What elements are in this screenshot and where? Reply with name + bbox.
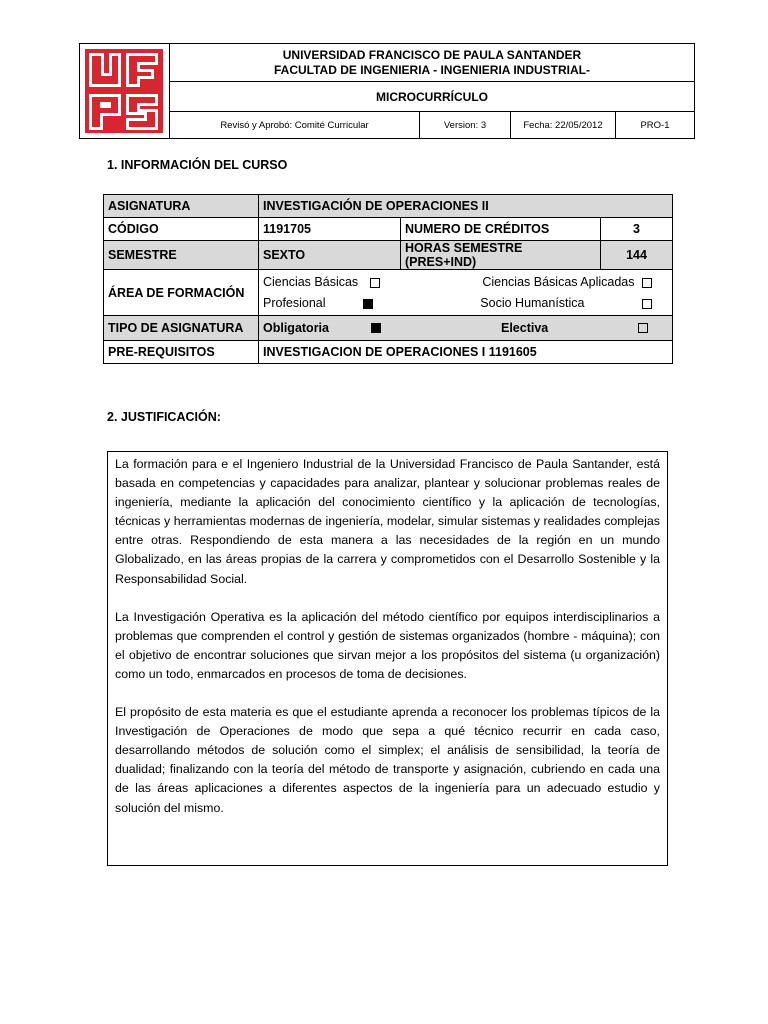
option-ciencias-basicas <box>263 275 380 289</box>
justification-paragraph-2: La Investigación Operativa es la aplicación del método científico por equipos interdisciplinarios a problemas que comprenden el control y gestión de sistemas organizados (hombre - máquina); con el objetivo de encontrar soluciones que sirvan mejor a los propósitos del sistema (u organización) como un todo, enmarcados en procesos de toma de decisiones. <box>115 609 660 681</box>
prereq-value: INVESTIGACION DE OPERACIONES I 1191605 <box>259 341 673 364</box>
socio-humanistica-label: Socio Humanística <box>480 296 585 310</box>
ufps-logo <box>80 44 168 138</box>
tipo-options <box>259 316 673 341</box>
option-socio-humanistica <box>480 296 652 310</box>
creditos-value: 3 <box>601 218 673 241</box>
option-ciencias-basicas-aplicadas <box>482 275 652 289</box>
asignatura-value: INVESTIGACIÓN DE OPERACIONES II <box>259 195 673 218</box>
semestre-value: SEXTO <box>259 241 401 270</box>
option-profesional <box>263 296 373 310</box>
justification-paragraph-3: El propósito de esta materia es que el estudiante aprenda a reconocer los problemas típicos de la Investigación de Operaciones de modo que sepa a qué técnico recurrir en cada caso, desarrollando métodos de solución como el simplex; el análisis de sensibilidad, la teoría de dualidad; finalizando con la teoría del método de transporte y asignación, cubriendo en cada una de las áreas aplicaciones a diferentes aspectos de la ingeniería para un adecuado estudio y solución del mismo. <box>115 705 660 815</box>
table-row <box>104 341 673 364</box>
codigo-label: CÓDIGO <box>104 218 259 241</box>
document-title: MICROCURRÍCULO <box>376 89 488 104</box>
justification-box <box>107 451 668 866</box>
profesional-checkbox[interactable] <box>363 299 373 309</box>
faculty-name: FACULTAD DE INGENIERIA - INGENIERIA INDUSTRIAL- <box>274 62 590 77</box>
profesional-label: Profesional <box>263 296 326 310</box>
electiva-checkbox[interactable] <box>638 323 648 333</box>
header-title-row <box>170 44 694 82</box>
socio-humanistica-checkbox[interactable] <box>642 299 652 309</box>
document-header <box>79 43 695 139</box>
codigo-value: 1191705 <box>259 218 401 241</box>
area-label: ÁREA DE FORMACIÓN <box>104 270 259 316</box>
version: Version: 3 <box>420 112 511 138</box>
justification-paragraph-1: La formación para e el Ingeniero Industrial de la Universidad Francisco de Paula Santander, está basada en competencias y capacidades para analizar, plantear y solucionar problemas reales de ingeniería, mediante la aplicación del conocimiento científico y la aplicación de tecnologías, técnicas y herramientas modernas de ingeniería, modelar, simular sistemas y realidades complejas entre otras. Respondiendo de esta manera a las necesidades de la región en un mundo Globalizado, en las áreas propias de la carrera y comprometidos con el Desarrollo Sostenible y la Responsabilidad Social. <box>115 457 660 586</box>
date: Fecha: 22/05/2012 <box>511 112 616 138</box>
prereq-label: PRE-REQUISITOS <box>104 341 259 364</box>
ciencias-basicas-aplicadas-label: Ciencias Básicas Aplicadas <box>482 275 635 289</box>
ciencias-basicas-label: Ciencias Básicas <box>263 275 359 289</box>
obligatoria-label: Obligatoria <box>263 321 329 335</box>
table-row <box>104 316 673 341</box>
document-code: PRO-1 <box>640 119 670 131</box>
logo-cell <box>80 44 170 138</box>
ciencias-basicas-checkbox[interactable] <box>370 278 380 288</box>
university-name: UNIVERSIDAD FRANCISCO DE PAULA SANTANDER <box>282 47 582 62</box>
ciencias-basicas-aplicadas-checkbox[interactable] <box>642 278 652 288</box>
horas-value: 144 <box>601 241 673 270</box>
header-doc-title-row <box>170 82 694 112</box>
table-row <box>104 241 673 270</box>
horas-label: HORAS SEMESTRE (PRES+IND) <box>401 241 601 270</box>
course-info-table <box>103 194 673 364</box>
tipo-label: TIPO DE ASIGNATURA <box>104 316 259 341</box>
semestre-label: SEMESTRE <box>104 241 259 270</box>
reviewed-by: Revisó y Aprobó: Comité Curricular <box>170 112 420 138</box>
table-row <box>104 270 673 316</box>
obligatoria-checkbox[interactable] <box>371 323 381 333</box>
section-2-title: 2. JUSTIFICACIÓN: <box>107 410 221 424</box>
table-row <box>104 195 673 218</box>
table-row <box>104 218 673 241</box>
header-meta-row <box>170 112 694 138</box>
creditos-label: NUMERO DE CRÉDITOS <box>401 218 601 241</box>
electiva-label: Electiva <box>500 321 549 335</box>
section-1-title: 1. INFORMACIÓN DEL CURSO <box>107 158 288 172</box>
asignatura-label: ASIGNATURA <box>104 195 259 218</box>
area-options <box>259 270 673 316</box>
